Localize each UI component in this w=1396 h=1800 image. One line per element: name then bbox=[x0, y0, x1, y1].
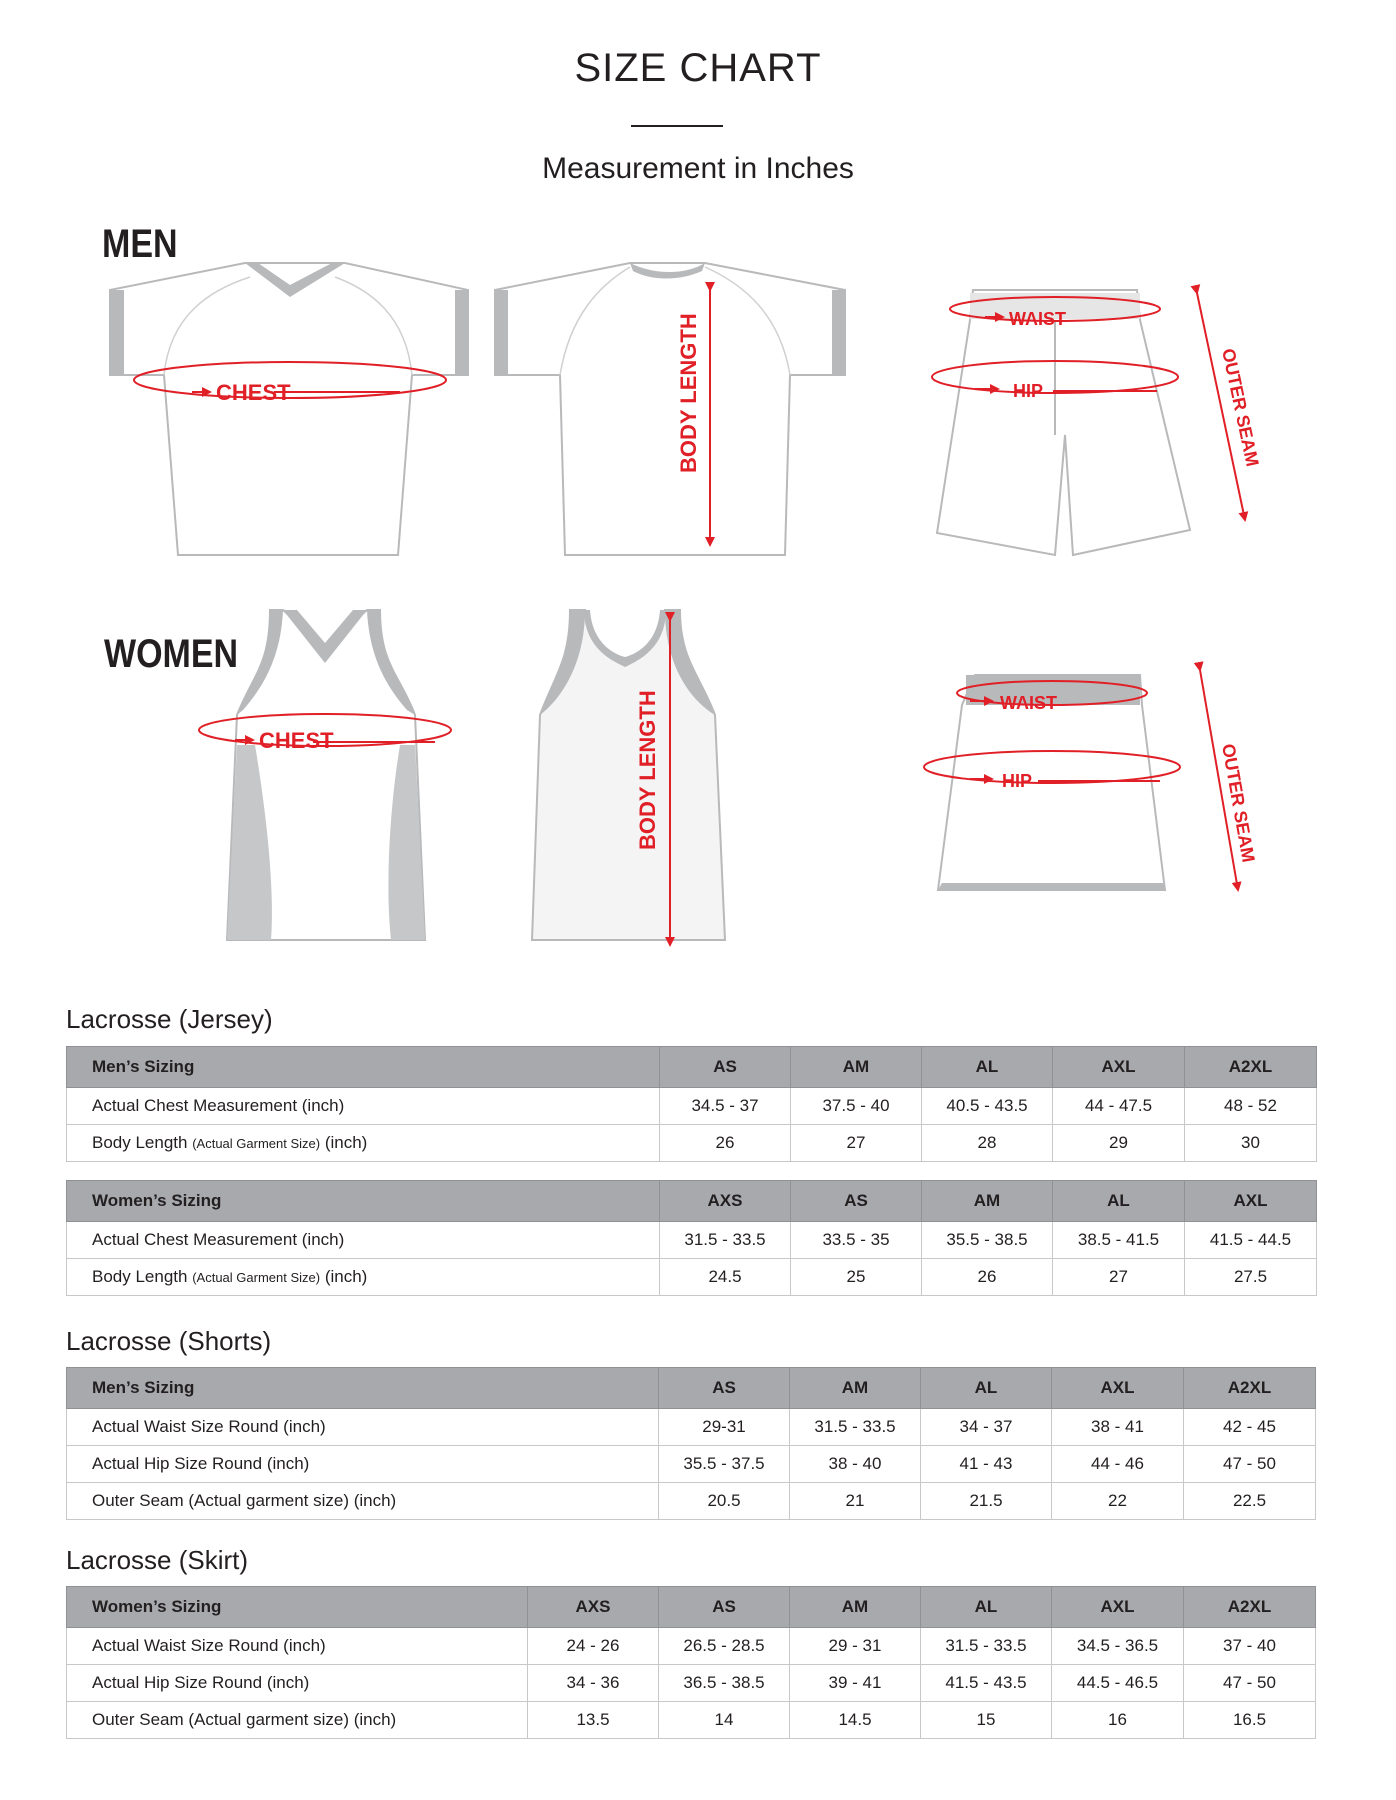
table-cell: 39 - 41 bbox=[790, 1665, 921, 1702]
table-row bbox=[67, 1665, 1316, 1702]
table-cell: 26 bbox=[660, 1125, 791, 1162]
table-row bbox=[67, 1702, 1316, 1739]
table-cell: 22 bbox=[1052, 1483, 1184, 1520]
jersey-women-table bbox=[66, 1180, 1317, 1296]
size-header-cell: AL bbox=[921, 1368, 1052, 1409]
women-hip-label: HIP bbox=[1002, 771, 1033, 791]
men-body-length-label: BODY LENGTH bbox=[676, 313, 701, 473]
men-jersey-front-illustration bbox=[100, 255, 480, 560]
table-cell: 37 - 40 bbox=[1184, 1628, 1316, 1665]
table-cell: 27 bbox=[1053, 1259, 1185, 1296]
row-label bbox=[67, 1125, 660, 1162]
table-cell: 21 bbox=[790, 1483, 921, 1520]
table-cell: 29 bbox=[1053, 1125, 1185, 1162]
table-cell: 42 - 45 bbox=[1184, 1409, 1316, 1446]
size-header-cell: AXL bbox=[1052, 1368, 1184, 1409]
size-header-cell: AXL bbox=[1185, 1181, 1317, 1222]
table-cell: 41.5 - 43.5 bbox=[921, 1665, 1052, 1702]
men-hip-label: HIP bbox=[1013, 381, 1044, 401]
table-cell: 29-31 bbox=[659, 1409, 790, 1446]
table-cell: 36.5 - 38.5 bbox=[659, 1665, 790, 1702]
size-header-cell: AS bbox=[660, 1047, 791, 1088]
table-cell: 37.5 - 40 bbox=[791, 1088, 922, 1125]
section-title-skirt: Lacrosse (Skirt) bbox=[66, 1545, 249, 1575]
table-row bbox=[67, 1222, 1317, 1259]
women-outer-seam-label: OUTER SEAM bbox=[1218, 742, 1259, 864]
section-title-shorts: Lacrosse (Shorts) bbox=[66, 1326, 272, 1356]
skirt-women-table bbox=[66, 1586, 1316, 1739]
table-cell: 14.5 bbox=[790, 1702, 921, 1739]
table-cell: 47 - 50 bbox=[1184, 1446, 1316, 1483]
table-cell: 48 - 52 bbox=[1185, 1088, 1317, 1125]
men-jersey-back-illustration bbox=[490, 255, 860, 560]
row-label-note: (Actual Garment Size) bbox=[192, 1136, 321, 1151]
women-waist-label: WAIST bbox=[1000, 693, 1057, 713]
jersey-men-table bbox=[66, 1046, 1317, 1162]
table-cell: 47 - 50 bbox=[1184, 1665, 1316, 1702]
page-subtitle: Measurement in Inches bbox=[542, 152, 854, 185]
women-skirt-illustration bbox=[920, 665, 1260, 905]
men-waist-label: WAIST bbox=[1009, 309, 1066, 329]
size-header-cell: A2XL bbox=[1184, 1587, 1316, 1628]
size-header-cell: A2XL bbox=[1185, 1047, 1317, 1088]
size-header-cell: AXL bbox=[1053, 1047, 1185, 1088]
men-group-label: MEN bbox=[102, 222, 178, 266]
table-cell: 34.5 - 37 bbox=[660, 1088, 791, 1125]
table-cell: 28 bbox=[922, 1125, 1053, 1162]
size-header-cell: A2XL bbox=[1184, 1368, 1316, 1409]
row-label: Actual Hip Size Round (inch) bbox=[67, 1446, 659, 1483]
table-header-row bbox=[67, 1368, 1316, 1409]
table-header-row bbox=[67, 1047, 1317, 1088]
table-cell: 31.5 - 33.5 bbox=[921, 1628, 1052, 1665]
size-header-cell: AM bbox=[790, 1587, 921, 1628]
row-label: Actual Waist Size Round (inch) bbox=[67, 1409, 659, 1446]
row-label: Actual Hip Size Round (inch) bbox=[67, 1665, 528, 1702]
table-cell: 38 - 41 bbox=[1052, 1409, 1184, 1446]
table-cell: 20.5 bbox=[659, 1483, 790, 1520]
table-cell: 27 bbox=[791, 1125, 922, 1162]
table-cell: 26.5 - 28.5 bbox=[659, 1628, 790, 1665]
women-body-length-label: BODY LENGTH bbox=[635, 690, 660, 850]
table-cell: 34.5 - 36.5 bbox=[1052, 1628, 1184, 1665]
table-row bbox=[67, 1259, 1317, 1296]
row-label-main: Body Length bbox=[92, 1133, 188, 1152]
row-label-unit: (inch) bbox=[324, 1133, 368, 1152]
table-cell: 41 - 43 bbox=[921, 1446, 1052, 1483]
women-chest-label: CHEST bbox=[259, 728, 334, 753]
size-header-cell: AL bbox=[1053, 1181, 1185, 1222]
shorts-men-table bbox=[66, 1367, 1316, 1520]
women-tank-back-illustration bbox=[500, 605, 770, 950]
size-header-cell: AS bbox=[659, 1368, 790, 1409]
row-label: Outer Seam (Actual garment size) (inch) bbox=[67, 1483, 659, 1520]
size-header-cell: AS bbox=[659, 1587, 790, 1628]
size-header-cell: AM bbox=[791, 1047, 922, 1088]
table-row bbox=[67, 1446, 1316, 1483]
size-header-cell: AM bbox=[790, 1368, 921, 1409]
row-label: Actual Chest Measurement (inch) bbox=[67, 1222, 660, 1259]
table-cell: 16 bbox=[1052, 1702, 1184, 1739]
row-label: Actual Chest Measurement (inch) bbox=[67, 1088, 660, 1125]
title-divider bbox=[631, 125, 723, 127]
table-row bbox=[67, 1125, 1317, 1162]
table-cell: 15 bbox=[921, 1702, 1052, 1739]
table-cell: 34 - 36 bbox=[528, 1665, 659, 1702]
table-cell: 24.5 bbox=[660, 1259, 791, 1296]
row-label-main: Body Length bbox=[92, 1267, 188, 1286]
table-cell: 38 - 40 bbox=[790, 1446, 921, 1483]
table-header-cell: Women’s Sizing bbox=[67, 1181, 660, 1222]
size-header-cell: AM bbox=[922, 1181, 1053, 1222]
table-cell: 22.5 bbox=[1184, 1483, 1316, 1520]
table-row bbox=[67, 1628, 1316, 1665]
table-cell: 13.5 bbox=[528, 1702, 659, 1739]
table-cell: 35.5 - 37.5 bbox=[659, 1446, 790, 1483]
table-cell: 41.5 - 44.5 bbox=[1185, 1222, 1317, 1259]
table-cell: 25 bbox=[791, 1259, 922, 1296]
table-cell: 38.5 - 41.5 bbox=[1053, 1222, 1185, 1259]
men-shorts-illustration bbox=[925, 285, 1263, 560]
women-group-label: WOMEN bbox=[104, 632, 239, 676]
row-label-unit: (inch) bbox=[324, 1267, 368, 1286]
row-label: Actual Waist Size Round (inch) bbox=[67, 1628, 528, 1665]
size-header-cell: AS bbox=[791, 1181, 922, 1222]
row-label: Outer Seam (Actual garment size) (inch) bbox=[67, 1702, 528, 1739]
size-header-cell: AXL bbox=[1052, 1587, 1184, 1628]
table-cell: 40.5 - 43.5 bbox=[922, 1088, 1053, 1125]
table-header-cell: Women’s Sizing bbox=[67, 1587, 528, 1628]
table-cell: 44 - 47.5 bbox=[1053, 1088, 1185, 1125]
table-cell: 33.5 - 35 bbox=[791, 1222, 922, 1259]
size-header-cell: AXS bbox=[660, 1181, 791, 1222]
men-chest-label: CHEST bbox=[216, 380, 291, 405]
table-row bbox=[67, 1088, 1317, 1125]
table-cell: 14 bbox=[659, 1702, 790, 1739]
table-row bbox=[67, 1409, 1316, 1446]
table-cell: 31.5 - 33.5 bbox=[660, 1222, 791, 1259]
table-cell: 30 bbox=[1185, 1125, 1317, 1162]
table-cell: 26 bbox=[922, 1259, 1053, 1296]
size-header-cell: AL bbox=[922, 1047, 1053, 1088]
row-label bbox=[67, 1259, 660, 1296]
table-row bbox=[67, 1483, 1316, 1520]
men-outer-seam-label: OUTER SEAM bbox=[1218, 346, 1263, 469]
row-label-note: (Actual Garment Size) bbox=[192, 1270, 321, 1285]
page-title: SIZE CHART bbox=[574, 46, 822, 90]
table-cell: 21.5 bbox=[921, 1483, 1052, 1520]
table-header-cell: Men’s Sizing bbox=[67, 1047, 660, 1088]
table-cell: 34 - 37 bbox=[921, 1409, 1052, 1446]
women-tank-front-illustration bbox=[195, 605, 465, 950]
table-cell: 16.5 bbox=[1184, 1702, 1316, 1739]
table-cell: 31.5 - 33.5 bbox=[790, 1409, 921, 1446]
table-cell: 35.5 - 38.5 bbox=[922, 1222, 1053, 1259]
table-cell: 44 - 46 bbox=[1052, 1446, 1184, 1483]
table-cell: 29 - 31 bbox=[790, 1628, 921, 1665]
table-header-row bbox=[67, 1587, 1316, 1628]
size-header-cell: AL bbox=[921, 1587, 1052, 1628]
section-title-jersey: Lacrosse (Jersey) bbox=[66, 1004, 273, 1034]
table-cell: 44.5 - 46.5 bbox=[1052, 1665, 1184, 1702]
size-header-cell: AXS bbox=[528, 1587, 659, 1628]
table-cell: 27.5 bbox=[1185, 1259, 1317, 1296]
table-cell: 24 - 26 bbox=[528, 1628, 659, 1665]
table-header-cell: Men’s Sizing bbox=[67, 1368, 659, 1409]
table-header-row bbox=[67, 1181, 1317, 1222]
